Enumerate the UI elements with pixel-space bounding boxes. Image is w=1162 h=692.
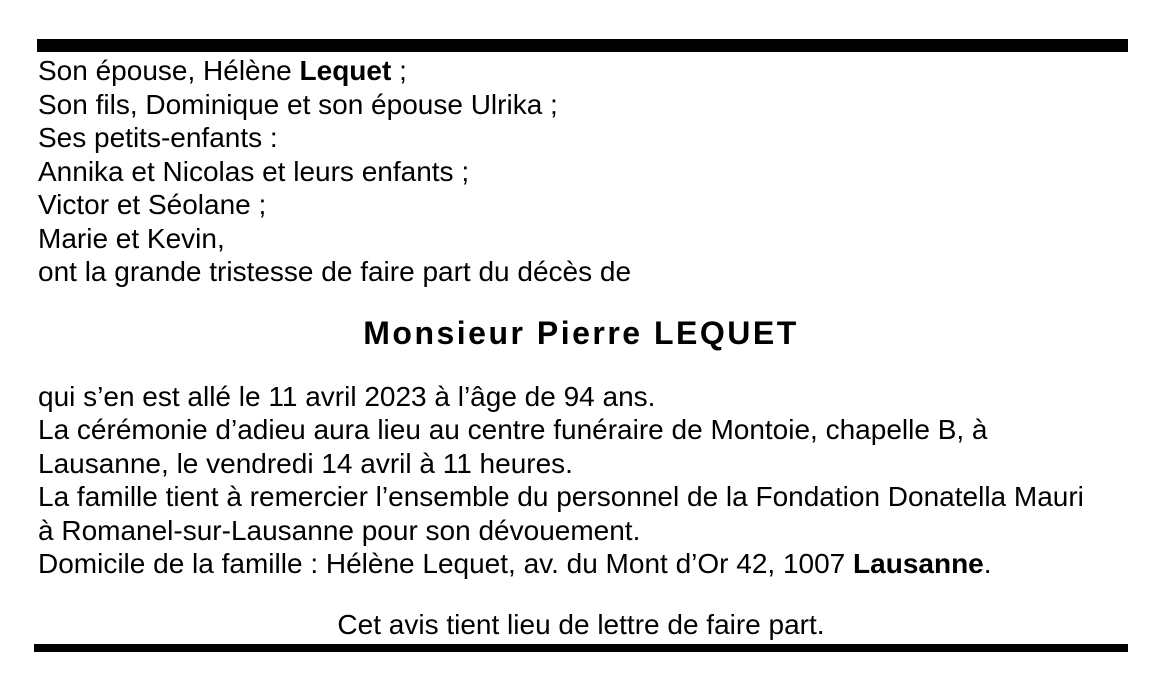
family-list (38, 54, 1124, 289)
family-line (38, 155, 1124, 189)
family-line (38, 88, 1124, 122)
bottom-rule (34, 644, 1128, 652)
family-line (38, 255, 1124, 289)
top-rule (37, 39, 1128, 52)
family-line (38, 188, 1124, 222)
line-text: Domicile de la famille : Hélène Lequet, av. du Mont d’Or 42, 1007 (38, 548, 854, 579)
body-line (38, 514, 1124, 548)
line-text: Annika et Nicolas et leurs enfants ; (38, 155, 470, 187)
line-text: ont la grande tristesse de faire part du décès de (38, 256, 632, 287)
line-text: Marie et Kevin, (38, 222, 225, 254)
deceased-name: Monsieur Pierre LEQUET (363, 314, 799, 351)
line-text: qui s’en est allé le 11 avril 2023 à l’âge de 94 ans. (38, 380, 656, 412)
footer-note: Cet avis tient lieu de lettre de faire part. (337, 608, 825, 640)
line-text: Son fils, Dominique et son épouse Ulrika ; (38, 88, 558, 120)
line-text-bold: Lequet (299, 55, 392, 86)
body-line (38, 413, 1124, 447)
family-line (38, 121, 1124, 155)
line-text: La cérémonie d’adieu aura lieu au centre funéraire de Montoie, chapelle B, à (38, 414, 988, 445)
line-text: Ses petits-enfants : (38, 122, 278, 153)
line-text: Son épouse, Hélène (38, 55, 300, 86)
notice-content (38, 54, 1124, 641)
line-text: à Romanel-sur-Lausanne pour son dévouement. (38, 514, 641, 546)
family-line (38, 222, 1124, 256)
line-text: Victor et Séolane ; (38, 189, 267, 220)
body-line (38, 480, 1124, 514)
line-text: ; (391, 55, 407, 86)
line-text: Lausanne, le vendredi 14 avril à 11 heures. (38, 447, 573, 479)
notice-body (38, 380, 1124, 581)
line-text: . (983, 548, 992, 579)
family-line (38, 54, 1124, 88)
body-line (38, 547, 1124, 581)
body-line (38, 447, 1124, 481)
line-text-bold: Lausanne (853, 548, 984, 579)
line-text: La famille tient à remercier l’ensemble du personnel de la Fondation Donatella Mauri (38, 481, 1084, 512)
body-line (38, 380, 1124, 414)
